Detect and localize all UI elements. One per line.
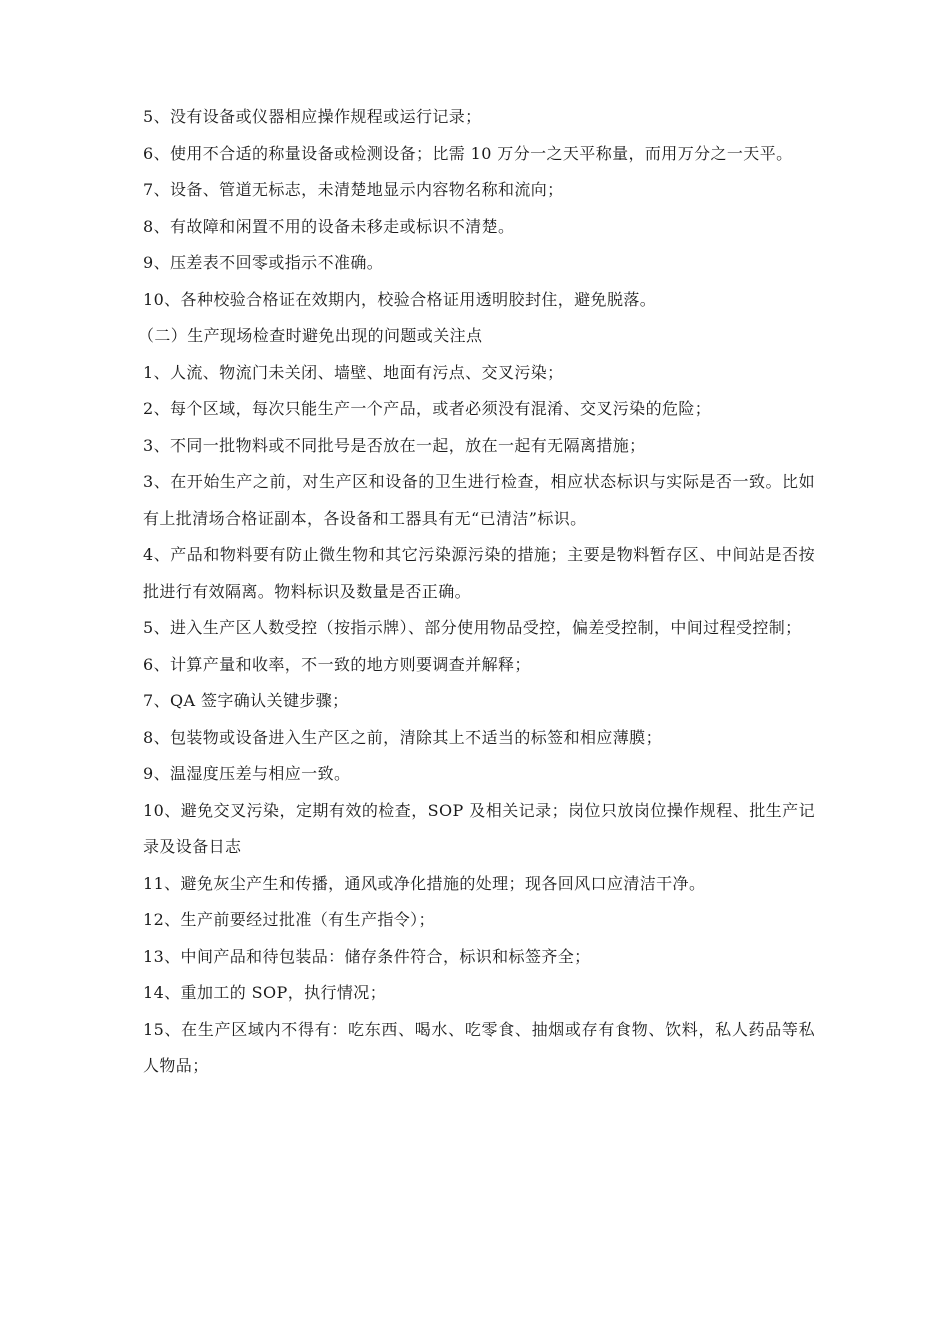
paragraph-equipment-7: 7、设备、管道无标志，未清楚地显示内容物名称和流向；	[143, 180, 564, 199]
paragraph-production-13: 13、中间产品和待包装品：储存条件符合，标识和标签齐全；	[143, 946, 591, 966]
paragraph-production-8: 8、包装物或设备进入生产区之前，清除其上不适当的标签和相应薄膜；	[143, 727, 662, 747]
paragraph-production-11: 11、避免灰尘产生和传播，通风或净化措施的处理；现各回风口应清洁干净。	[143, 873, 706, 893]
paragraph-production-2: 2、每个区域，每次只能生产一个产品，或者必须没有混淆、交叉污染的危险；	[143, 399, 712, 418]
paragraph-production-7: 7、QA 签字确认关键步骤；	[143, 691, 349, 710]
section-heading: （二）生产现场检查时避免出现的问题或关注点	[138, 326, 483, 345]
paragraph-production-12: 12、生产前要经过批准（有生产指令）；	[143, 910, 435, 929]
paragraph-equipment-8: 8、有故障和闲置不用的设备未移走或标识不清楚。	[143, 216, 515, 236]
paragraph-production-6: 6、计算产量和收率，不一致的地方则要调查并解释；	[143, 654, 531, 674]
paragraph-equipment-6: 6、使用不合适的称量设备或检测设备；比需 10 万分一之天平称量，而用万分之一天平。	[143, 143, 793, 163]
paragraph-production-4: 4、产品和物料要有防止微生物和其它污染源污染的措施；主要是物料暂存区、中间站是否按批进行有效隔离。物料标识及数量是否正确。	[143, 545, 815, 601]
paragraph-production-10: 10、避免交叉污染，定期有效的检查，SOP 及相关记录；岗位只放岗位操作规程、批生产记录及设备日志	[143, 800, 815, 856]
paragraph-equipment-10: 10、各种校验合格证在效期内，校验合格证用透明胶封住，避免脱落。	[143, 289, 657, 309]
paragraph-production-14: 14、重加工的 SOP，执行情况；	[143, 983, 387, 1002]
paragraph-production-3a: 3、不同一批物料或不同批号是否放在一起，放在一起有无隔离措施；	[143, 435, 646, 455]
document-body	[138, 99, 815, 1085]
paragraph-production-15: 15、在生产区域内不得有：吃东西、喝水、吃零食、抽烟或存有食物、饮料，私人药品等私人物品；	[143, 1019, 815, 1075]
paragraph-equipment-9: 9、压差表不回零或指示不准确。	[143, 253, 384, 272]
paragraph-production-3b: 3、在开始生产之前，对生产区和设备的卫生进行检查，相应状态标识与实际是否一致。比如有上批清场合格证副本，各设备和工器具有无“已清洁”标识。	[143, 472, 815, 528]
paragraph-production-1: 1、人流、物流门未关闭、墙壁、地面有污点、交叉污染；	[143, 362, 564, 382]
paragraph-production-5: 5、进入生产区人数受控（按指示牌）、部分使用物品受控，偏差受控制，中间过程受控制；	[143, 618, 802, 637]
paragraph-production-9: 9、温湿度压差与相应一致。	[143, 764, 351, 783]
paragraph-equipment-5: 5、没有设备或仪器相应操作规程或运行记录；	[143, 107, 482, 126]
